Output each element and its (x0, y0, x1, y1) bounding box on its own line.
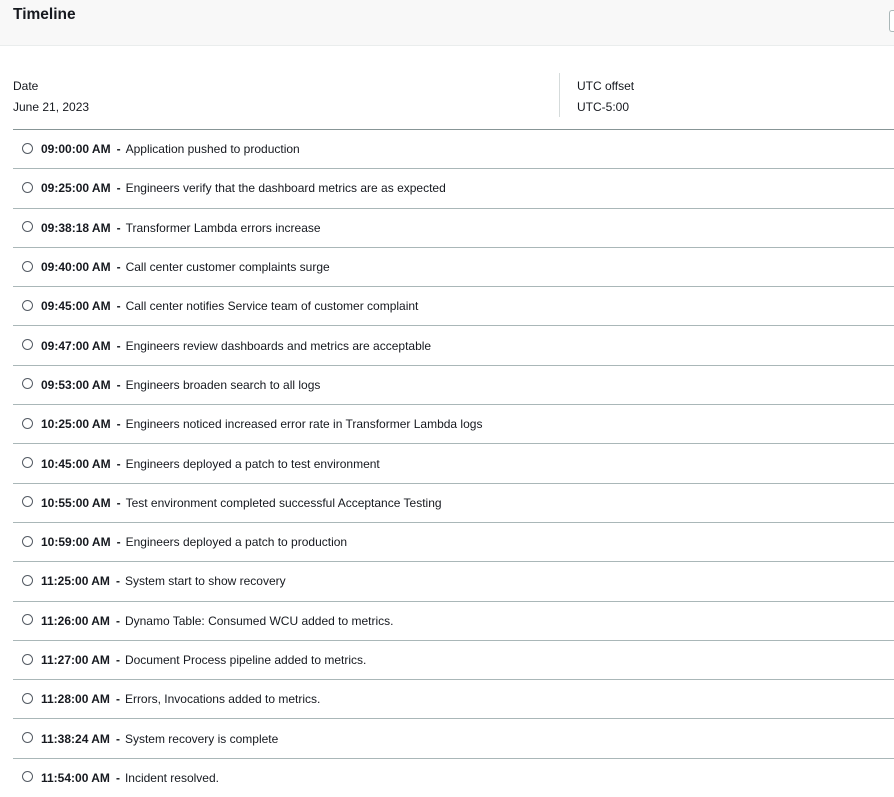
date-field (13, 79, 89, 114)
event-separator: - (116, 220, 121, 235)
timeline-meta (0, 46, 894, 130)
radio-circle-icon[interactable] (22, 221, 33, 232)
event-description: Engineers review dashboards and metrics are acceptable (125, 338, 432, 353)
timeline-event-row[interactable] (13, 561, 894, 600)
event-time: 09:00:00 AM (41, 142, 111, 157)
event-separator: - (116, 456, 121, 471)
event-time: 10:25:00 AM (41, 417, 111, 432)
event-separator: - (115, 731, 120, 746)
radio-circle-icon[interactable] (22, 693, 33, 704)
utc-offset-label: UTC offset (577, 79, 635, 93)
event-separator: - (115, 770, 120, 785)
event-time: 11:54:00 AM (41, 770, 110, 785)
event-description: Engineers deployed a patch to production (125, 535, 348, 550)
timeline-event-row[interactable] (13, 208, 894, 247)
event-separator: - (116, 417, 121, 432)
event-time: 11:28:00 AM (41, 692, 110, 707)
event-description: Test environment completed successful Acceptance Testing (125, 495, 442, 510)
event-separator: - (116, 535, 121, 550)
column-divider (559, 73, 560, 117)
timeline-header (0, 0, 894, 46)
event-description: Call center customer complaints surge (125, 260, 330, 275)
radio-circle-icon[interactable] (22, 261, 33, 272)
event-time: 10:45:00 AM (41, 456, 111, 471)
event-description: Engineers deployed a patch to test environment (125, 456, 380, 471)
radio-circle-icon[interactable] (22, 300, 33, 311)
event-description: Errors, Invocations added to metrics. (124, 692, 321, 707)
event-separator: - (116, 142, 121, 157)
event-time: 10:59:00 AM (41, 535, 111, 550)
event-description: Transformer Lambda errors increase (125, 220, 321, 235)
event-separator: - (115, 692, 120, 707)
event-description: Document Process pipeline added to metrics. (124, 653, 367, 667)
timeline-event-row[interactable] (13, 601, 894, 640)
timeline-event-row[interactable] (13, 325, 894, 364)
timeline-event-row[interactable] (13, 483, 894, 522)
utc-offset-field (577, 79, 634, 114)
timeline-event-row[interactable] (13, 286, 894, 325)
event-description: Dynamo Table: Consumed WCU added to metrics. (124, 613, 394, 628)
timeline-event-row[interactable] (13, 718, 894, 757)
page-title: Timeline (13, 6, 76, 23)
radio-circle-icon[interactable] (22, 536, 33, 547)
event-description: Engineers broaden search to all logs (125, 377, 321, 392)
header-action-button-edge[interactable] (889, 10, 894, 32)
event-description: System recovery is complete (124, 731, 279, 746)
radio-circle-icon[interactable] (22, 654, 33, 665)
event-time: 10:55:00 AM (41, 495, 111, 510)
radio-circle-icon[interactable] (22, 378, 33, 389)
timeline-event-row[interactable] (13, 247, 894, 286)
event-description: Application pushed to production (125, 142, 300, 157)
radio-circle-icon[interactable] (22, 143, 33, 154)
radio-circle-icon[interactable] (22, 457, 33, 468)
radio-circle-icon[interactable] (22, 771, 33, 782)
event-time: 09:38:18 AM (41, 220, 111, 235)
event-time: 09:53:00 AM (41, 377, 111, 392)
event-separator: - (116, 299, 121, 314)
event-time: 09:25:00 AM (41, 181, 111, 196)
radio-circle-icon[interactable] (22, 418, 33, 429)
timeline-event-row[interactable] (13, 522, 894, 561)
radio-circle-icon[interactable] (22, 182, 33, 193)
timeline-event-row[interactable] (13, 640, 894, 679)
event-time: 09:47:00 AM (41, 338, 111, 353)
event-separator: - (116, 338, 121, 353)
radio-circle-icon[interactable] (22, 614, 33, 625)
radio-circle-icon[interactable] (22, 339, 33, 350)
event-description: Incident resolved. (124, 770, 219, 785)
event-separator: - (115, 613, 120, 628)
event-time: 11:27:00 AM (41, 653, 110, 667)
event-separator: - (115, 574, 120, 589)
event-separator: - (116, 260, 121, 275)
timeline-event-row[interactable] (13, 404, 894, 443)
event-time: 11:26:00 AM (41, 613, 110, 628)
event-separator: - (116, 181, 121, 196)
date-value: June 21, 2023 (13, 100, 90, 114)
radio-circle-icon[interactable] (22, 732, 33, 743)
event-separator: - (116, 377, 121, 392)
event-separator: - (116, 495, 121, 510)
utc-offset-value: UTC-5:00 (577, 100, 630, 114)
date-label: Date (13, 79, 39, 93)
timeline-event-row[interactable] (13, 758, 894, 797)
timeline-event-row[interactable] (13, 168, 894, 207)
event-time: 09:40:00 AM (41, 260, 111, 275)
event-time: 11:38:24 AM (41, 731, 110, 746)
event-description: Engineers verify that the dashboard metrics are as expected (125, 181, 446, 196)
event-time: 11:25:00 AM (41, 574, 110, 589)
timeline-event-row[interactable] (13, 443, 894, 482)
radio-circle-icon[interactable] (22, 496, 33, 507)
event-separator: - (115, 653, 120, 667)
timeline-event-list (13, 129, 894, 797)
radio-circle-icon[interactable] (22, 575, 33, 586)
timeline-event-row[interactable] (13, 129, 894, 168)
event-description: Call center notifies Service team of customer complaint (125, 299, 419, 314)
timeline-event-row[interactable] (13, 679, 894, 718)
event-time: 09:45:00 AM (41, 299, 111, 314)
event-description: System start to show recovery (124, 574, 286, 589)
timeline-event-row[interactable] (13, 365, 894, 404)
event-description: Engineers noticed increased error rate in Transformer Lambda logs (125, 417, 483, 432)
